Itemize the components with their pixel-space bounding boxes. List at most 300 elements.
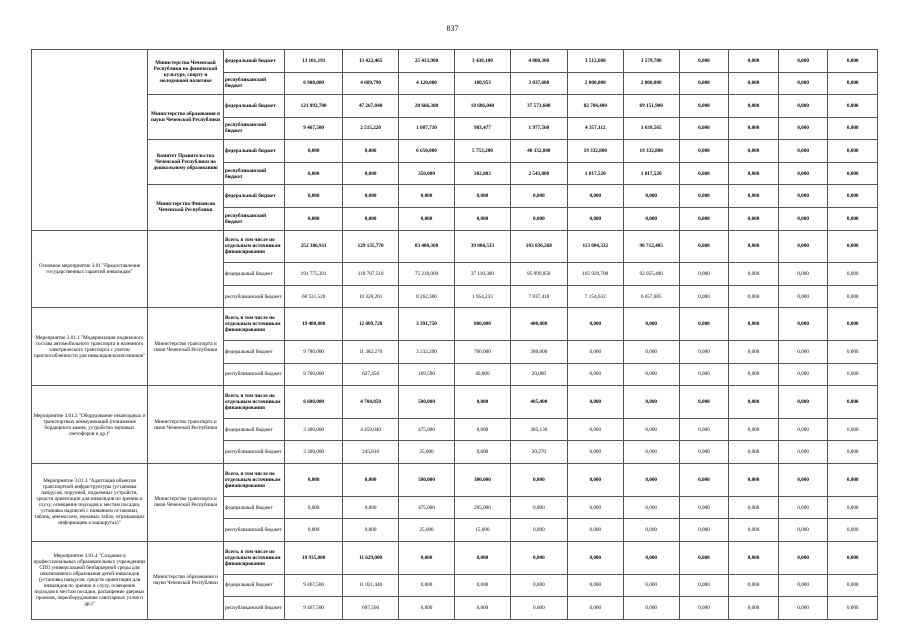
value-cell: 92 055,400 (623, 263, 679, 286)
value-cell: 627,450 (343, 363, 399, 386)
value-cell: 300,000 (454, 464, 510, 497)
value-cell: 0,000 (679, 597, 729, 620)
value-cell: 37 573,600 (510, 95, 567, 118)
value-cell: 10 328,261 (343, 285, 399, 308)
value-cell: 0,000 (623, 308, 679, 341)
value-cell: 0,000 (454, 441, 510, 464)
table-row (32, 95, 878, 118)
value-cell: 0,000 (729, 263, 779, 286)
value-cell: 0,000 (778, 230, 828, 263)
value-cell: 11 382,270 (343, 341, 399, 364)
value-cell: 0,000 (679, 386, 729, 419)
funding-source-cell: Всего, в том числе по отдельным источникам финансирования (223, 541, 284, 574)
value-cell: 1 977,560 (510, 117, 567, 140)
value-cell: 25 413,900 (399, 50, 455, 73)
value-cell: 0,000 (679, 418, 729, 441)
value-cell: 0,000 (729, 464, 779, 497)
value-cell: 0,000 (778, 386, 828, 419)
value-cell: 0,000 (828, 363, 878, 386)
value-cell: 4 120,000 (399, 72, 455, 95)
table-row (32, 464, 878, 497)
value-cell: 83 480,300 (399, 230, 455, 263)
table-row (32, 230, 878, 263)
value-cell: 0,000 (778, 597, 828, 620)
value-cell: 0,000 (510, 519, 567, 542)
value-cell: 105 929,700 (567, 263, 623, 286)
value-cell: 0,000 (828, 162, 878, 185)
value-cell: 0,000 (729, 574, 779, 597)
value-cell: 2 000,000 (623, 72, 679, 95)
value-cell: 0,000 (285, 464, 343, 497)
value-cell: 20 666,300 (399, 95, 455, 118)
funding-source-cell: республиканский бюджет (223, 117, 284, 140)
value-cell: 500,000 (399, 464, 455, 497)
value-cell: 0,000 (510, 574, 567, 597)
value-cell: 245,810 (343, 441, 399, 464)
value-cell: 25,000 (399, 441, 455, 464)
value-cell: 0,000 (343, 207, 399, 230)
value-cell: 0,000 (567, 363, 623, 386)
value-cell: 0,000 (567, 441, 623, 464)
value-cell: 0,000 (828, 418, 878, 441)
funding-source-cell: Всего, в том числе по отдельным источникам финансирования (223, 308, 284, 341)
funding-source-cell: республиканский бюджет (223, 363, 284, 386)
executor-cell: Министерство образования и науки Чеченской Республики (148, 541, 224, 619)
value-cell: 98 712,485 (623, 230, 679, 263)
value-cell: 0,000 (567, 496, 623, 519)
value-cell: 0,000 (510, 597, 567, 620)
value-cell: 0,000 (567, 308, 623, 341)
value-cell: 3 300,000 (285, 441, 343, 464)
value-cell: 0,000 (729, 72, 779, 95)
value-cell: 0,000 (567, 207, 623, 230)
value-cell: 169,590 (399, 363, 455, 386)
value-cell: 0,000 (679, 207, 729, 230)
value-cell: 400,000 (510, 308, 567, 341)
value-cell: 0,000 (454, 207, 510, 230)
value-cell: 0,000 (729, 185, 779, 208)
value-cell: 0,000 (343, 496, 399, 519)
value-cell: 0,000 (778, 418, 828, 441)
value-cell: 0,000 (778, 519, 828, 542)
value-cell: 0,000 (399, 597, 455, 620)
value-cell: 0,000 (454, 386, 510, 419)
value-cell: 285,000 (454, 496, 510, 519)
value-cell: 0,000 (778, 140, 828, 163)
value-cell: 0,000 (623, 185, 679, 208)
value-cell: 0,000 (679, 72, 729, 95)
value-cell: 40,000 (454, 363, 510, 386)
value-cell: 0,000 (778, 95, 828, 118)
table-row (32, 50, 878, 73)
funding-source-cell: республиканский бюджет (223, 597, 284, 620)
value-cell: 95 999,850 (510, 263, 567, 286)
value-cell: 475,000 (399, 418, 455, 441)
value-cell: 0,000 (454, 418, 510, 441)
table-row (32, 386, 878, 419)
value-cell: 0,000 (729, 50, 779, 73)
value-cell: 0,000 (510, 185, 567, 208)
value-cell: 0,000 (510, 541, 567, 574)
value-cell: 0,000 (343, 162, 399, 185)
value-cell: 75 218,000 (399, 263, 455, 286)
value-cell: 20,000 (510, 363, 567, 386)
value-cell: 0,000 (828, 117, 878, 140)
value-cell: 69 151,900 (623, 95, 679, 118)
value-cell: 6 657,085 (623, 285, 679, 308)
value-cell: 0,000 (510, 207, 567, 230)
value-cell: 6 600,000 (285, 386, 343, 419)
table-row (32, 308, 878, 341)
value-cell: 0,000 (679, 50, 729, 73)
funding-source-cell: Всего, в том числе по отдельным источникам финансирования (223, 230, 284, 263)
value-cell: 37 110,300 (454, 263, 510, 286)
value-cell: 350,000 (399, 162, 455, 185)
value-cell: 9 780,000 (285, 341, 343, 364)
value-cell: 4 704,850 (343, 386, 399, 419)
value-cell: 40 332,000 (510, 140, 567, 163)
value-cell: 0,000 (399, 574, 455, 597)
value-cell: 0,000 (567, 418, 623, 441)
value-cell: 0,000 (778, 341, 828, 364)
value-cell: 0,000 (828, 597, 878, 620)
value-cell: 0,000 (778, 441, 828, 464)
value-cell: 0,000 (729, 230, 779, 263)
measure-cell: Мероприятие 3.01.1 "Модернизация подвижного состава автомобильного транспорта и наземного электрического транспорта с учетом приспособленности для инвалидов-колясочников" (32, 308, 148, 386)
value-cell: 475,000 (399, 496, 455, 519)
value-cell: 0,000 (729, 140, 779, 163)
value-cell: 0,000 (510, 464, 567, 497)
value-cell: 0,000 (285, 185, 343, 208)
value-cell: 0,000 (729, 418, 779, 441)
value-cell: 385,130 (510, 418, 567, 441)
value-cell: 0,000 (454, 185, 510, 208)
value-cell: 0,000 (623, 496, 679, 519)
executor-cell: Министерство транспорта и связи Чеченской Республики (148, 464, 224, 542)
value-cell: 0,000 (729, 308, 779, 341)
executor-cell (148, 230, 224, 308)
value-cell: 0,000 (778, 207, 828, 230)
value-cell: 0,000 (828, 140, 878, 163)
value-cell: 0,000 (679, 496, 729, 519)
value-cell: 0,000 (399, 207, 455, 230)
value-cell: 0,000 (778, 496, 828, 519)
value-cell: 0,000 (729, 95, 779, 118)
value-cell: 252 386,911 (285, 230, 343, 263)
value-cell: 0,000 (828, 519, 878, 542)
value-cell: 0,000 (828, 72, 878, 95)
value-cell: 0,000 (679, 162, 729, 185)
value-cell: 4 357,112 (567, 117, 623, 140)
value-cell: 60 531,520 (285, 285, 343, 308)
value-cell: 0,000 (285, 140, 343, 163)
value-cell: 2 000,000 (567, 72, 623, 95)
value-cell: 0,000 (343, 185, 399, 208)
value-cell: 800,000 (454, 308, 510, 341)
value-cell: 0,000 (679, 341, 729, 364)
value-cell: 0,000 (623, 441, 679, 464)
value-cell: 0,000 (285, 162, 343, 185)
value-cell: 15,000 (454, 519, 510, 542)
value-cell: 121 092,700 (285, 95, 343, 118)
value-cell: 9 467,500 (285, 574, 343, 597)
value-cell: 0,000 (828, 574, 878, 597)
value-cell: 0,000 (729, 207, 779, 230)
table-body (32, 50, 878, 620)
value-cell: 9 467,500 (285, 117, 343, 140)
value-cell: 983,477 (454, 117, 510, 140)
value-cell: 0,000 (567, 464, 623, 497)
value-cell: 0,000 (399, 185, 455, 208)
value-cell: 0,000 (679, 519, 729, 542)
value-cell: 3 579,700 (623, 50, 679, 73)
value-cell: 103 836,268 (510, 230, 567, 263)
value-cell: 0,000 (623, 541, 679, 574)
value-cell: 0,000 (729, 117, 779, 140)
value-cell: 0,000 (679, 230, 729, 263)
value-cell: 18 935,000 (285, 541, 343, 574)
value-cell: 0,000 (343, 519, 399, 542)
value-cell: 82 784,400 (567, 95, 623, 118)
value-cell: 3 391,750 (399, 308, 455, 341)
value-cell: 0,000 (343, 464, 399, 497)
measure-cell: Мероприятие 3.01.3 "Адаптация объектов транспортной инфраструктуры (установка пандусов, поручней, подъемных устройств, средств ориентации для инвалидов по зрению и слуху, освещение подходов к местам посадки, установка надписей с названием остановки, таблиц, мнемосхем, звуковых табло, отражающих информацию о маршрутах)" (32, 464, 148, 542)
value-cell: 19 332,800 (567, 140, 623, 163)
funding-source-cell: федеральный бюджет (223, 140, 284, 163)
measure-cell: Основное мероприятие 3.01 "Предоставление государственных гарантий инвалидам" (32, 230, 148, 308)
value-cell: 0,000 (623, 418, 679, 441)
value-cell: 0,000 (679, 464, 729, 497)
value-cell: 500,000 (399, 386, 455, 419)
value-cell: 0,000 (828, 464, 878, 497)
value-cell: 0,000 (778, 363, 828, 386)
value-cell: 0,000 (285, 496, 343, 519)
value-cell: 0,000 (679, 308, 729, 341)
value-cell: 0,000 (623, 574, 679, 597)
funding-source-cell: республиканский бюджет (223, 519, 284, 542)
value-cell: 0,000 (679, 363, 729, 386)
value-cell: 7 154,632 (567, 285, 623, 308)
value-cell: 6 650,000 (399, 140, 455, 163)
value-cell: 0,000 (454, 597, 510, 620)
value-cell: 6 908,000 (285, 72, 343, 95)
measure-cell: Мероприятие 3.01.2 "Оборудование пешеходных и транспортных коммуникаций (понижение бордюрного камня, устройство звуковых светофоров и др.)" (32, 386, 148, 464)
value-cell: 0,000 (623, 597, 679, 620)
funding-source-cell: федеральный бюджет (223, 418, 284, 441)
value-cell: 0,000 (679, 541, 729, 574)
value-cell: 0,000 (510, 496, 567, 519)
value-cell: 0,000 (567, 574, 623, 597)
value-cell: 380,000 (510, 341, 567, 364)
funding-source-cell: федеральный бюджет (223, 341, 284, 364)
value-cell: 0,000 (567, 386, 623, 419)
funding-source-cell: федеральный бюджет (223, 50, 284, 73)
value-cell: 0,000 (778, 308, 828, 341)
value-cell: 7 837,418 (510, 285, 567, 308)
value-cell: 3 300,000 (285, 418, 343, 441)
value-cell: 9 467,500 (285, 597, 343, 620)
value-cell: 13 422,465 (343, 50, 399, 73)
value-cell: 0,000 (778, 541, 828, 574)
value-cell: 0,000 (778, 162, 828, 185)
value-cell: 302,803 (454, 162, 510, 185)
funding-source-cell: республиканский бюджет (223, 72, 284, 95)
value-cell: 0,000 (623, 363, 679, 386)
value-cell: 0,000 (623, 464, 679, 497)
value-cell: 0,000 (828, 207, 878, 230)
budget-table (31, 49, 878, 620)
value-cell: 0,000 (679, 441, 729, 464)
value-cell: 113 084,332 (567, 230, 623, 263)
value-cell: 0,000 (778, 50, 828, 73)
value-cell: 25,000 (399, 519, 455, 542)
value-cell: 0,000 (729, 341, 779, 364)
funding-source-cell: федеральный бюджет (223, 263, 284, 286)
value-cell: 0,000 (285, 519, 343, 542)
value-cell: 19 332,800 (623, 140, 679, 163)
value-cell: 0,000 (828, 185, 878, 208)
executor-cell: Министерство Финансов Чеченской Республики (148, 185, 224, 230)
executor-cell: Комитет Правительства Чеченской Республики по дошкольному образованию (148, 140, 224, 185)
value-cell: 0,000 (454, 541, 510, 574)
value-cell: 0,000 (729, 162, 779, 185)
value-cell: 760,000 (454, 341, 510, 364)
value-cell: 0,000 (679, 117, 729, 140)
funding-source-cell: республиканский бюджет (223, 162, 284, 185)
value-cell: 0,000 (454, 574, 510, 597)
value-cell: 180,953 (454, 72, 510, 95)
value-cell: 0,000 (729, 386, 779, 419)
value-cell: 0,000 (623, 386, 679, 419)
value-cell: 0,000 (285, 207, 343, 230)
funding-source-cell: федеральный бюджет (223, 574, 284, 597)
value-cell: 3 438,100 (454, 50, 510, 73)
value-cell: 47 267,840 (343, 95, 399, 118)
value-cell: 607,560 (343, 597, 399, 620)
value-cell: 5 753,200 (454, 140, 510, 163)
table-row (32, 140, 878, 163)
value-cell: 19 480,000 (285, 308, 343, 341)
value-cell: 0,000 (828, 386, 878, 419)
value-cell: 0,000 (828, 341, 878, 364)
value-cell: 0,000 (567, 341, 623, 364)
executor-cell: Министерство транспорта и связи Чеченской Республики (148, 386, 224, 464)
value-cell: 0,000 (567, 597, 623, 620)
value-cell: 0,000 (679, 140, 729, 163)
value-cell: 0,000 (567, 541, 623, 574)
value-cell: 0,000 (729, 285, 779, 308)
value-cell: 405,400 (510, 386, 567, 419)
value-cell: 0,000 (828, 441, 878, 464)
value-cell: 0,000 (828, 285, 878, 308)
value-cell: 0,000 (679, 185, 729, 208)
value-cell: 0,000 (828, 50, 878, 73)
value-cell: 11 629,000 (343, 541, 399, 574)
funding-source-cell: федеральный бюджет (223, 496, 284, 519)
value-cell: 0,000 (729, 363, 779, 386)
value-cell: 0,000 (778, 117, 828, 140)
value-cell: 191 775,391 (285, 263, 343, 286)
value-cell: 39 084,533 (454, 230, 510, 263)
value-cell: 0,000 (567, 185, 623, 208)
value-cell: 2 515,220 (343, 117, 399, 140)
value-cell: 0,000 (623, 519, 679, 542)
value-cell: 4 800,300 (510, 50, 567, 73)
value-cell: 11 021,440 (343, 574, 399, 597)
value-cell: 0,000 (729, 597, 779, 620)
value-cell: 0,000 (778, 574, 828, 597)
executor-cell: Министерство Чеченской Республики по физической культуре, спорту и молодежной политике (148, 50, 224, 95)
value-cell: 2 543,800 (510, 162, 567, 185)
value-cell: 1 087,710 (399, 117, 455, 140)
value-cell: 1 954,233 (454, 285, 510, 308)
funding-source-cell: федеральный бюджет (223, 185, 284, 208)
value-cell: 3 037,600 (510, 72, 567, 95)
value-cell: 0,000 (828, 541, 878, 574)
value-cell: 1 017,520 (567, 162, 623, 185)
funding-source-cell: республиканский бюджет (223, 207, 284, 230)
funding-source-cell: Всего, в том числе по отдельным источникам финансирования (223, 386, 284, 419)
funding-source-cell: республиканский бюджет (223, 285, 284, 308)
page-number: 837 (446, 24, 459, 33)
value-cell: 0,000 (679, 263, 729, 286)
value-cell: 0,000 (343, 140, 399, 163)
value-cell: 8 262,300 (399, 285, 455, 308)
table-row (32, 541, 878, 574)
funding-source-cell: федеральный бюджет (223, 95, 284, 118)
value-cell: 1 017,520 (623, 162, 679, 185)
measure-cell-empty (32, 50, 148, 231)
funding-source-cell: Всего, в том числе по отдельным источникам финансирования (223, 464, 284, 497)
value-cell: 0,000 (623, 207, 679, 230)
value-cell: 0,000 (828, 95, 878, 118)
value-cell: 0,000 (729, 541, 779, 574)
value-cell: 129 135,770 (343, 230, 399, 263)
value-cell: 12 009,720 (343, 308, 399, 341)
table-row (32, 185, 878, 208)
value-cell: 0,000 (399, 541, 455, 574)
value-cell: 0,000 (778, 72, 828, 95)
funding-source-cell: республиканский бюджет (223, 441, 284, 464)
executor-cell: Министерство транспорта и связи Чеченской Республики (148, 308, 224, 386)
value-cell: 0,000 (623, 341, 679, 364)
value-cell: 0,000 (679, 574, 729, 597)
value-cell: 4 609,790 (343, 72, 399, 95)
value-cell: 0,000 (778, 185, 828, 208)
value-cell: 0,000 (778, 285, 828, 308)
value-cell: 4 459,040 (343, 418, 399, 441)
value-cell: 0,000 (729, 519, 779, 542)
value-cell: 0,000 (679, 285, 729, 308)
value-cell: 0,000 (729, 496, 779, 519)
value-cell: 3 639,565 (623, 117, 679, 140)
value-cell: 0,000 (729, 441, 779, 464)
value-cell: 0,000 (567, 519, 623, 542)
value-cell: 9 700,000 (285, 363, 343, 386)
value-cell: 20,270 (510, 441, 567, 464)
value-cell: 0,000 (778, 464, 828, 497)
value-cell: 0,000 (679, 95, 729, 118)
value-cell: 3 512,600 (567, 50, 623, 73)
executor-cell: Министерство образования и науки Чеченской Республики (148, 95, 224, 140)
value-cell: 13 101,191 (285, 50, 343, 73)
value-cell: 0,000 (828, 263, 878, 286)
value-cell: 118 767,510 (343, 263, 399, 286)
value-cell: 0,000 (778, 263, 828, 286)
value-cell: 0,000 (828, 496, 878, 519)
value-cell: 3 232,290 (399, 341, 455, 364)
measure-cell: Мероприятие 3.01.4 "Создание в профессиональных образовательных учреждениях СПО универсальной безбарьерной среды для инклюзивного образования детей-инвалидов (установка пандусов, средств ориентации для инвалидов по зрению и слуху, освещение подходов к местам посадки, расширение дверных проемов, переоборудование санитарных узлов и др.)" (32, 541, 148, 619)
